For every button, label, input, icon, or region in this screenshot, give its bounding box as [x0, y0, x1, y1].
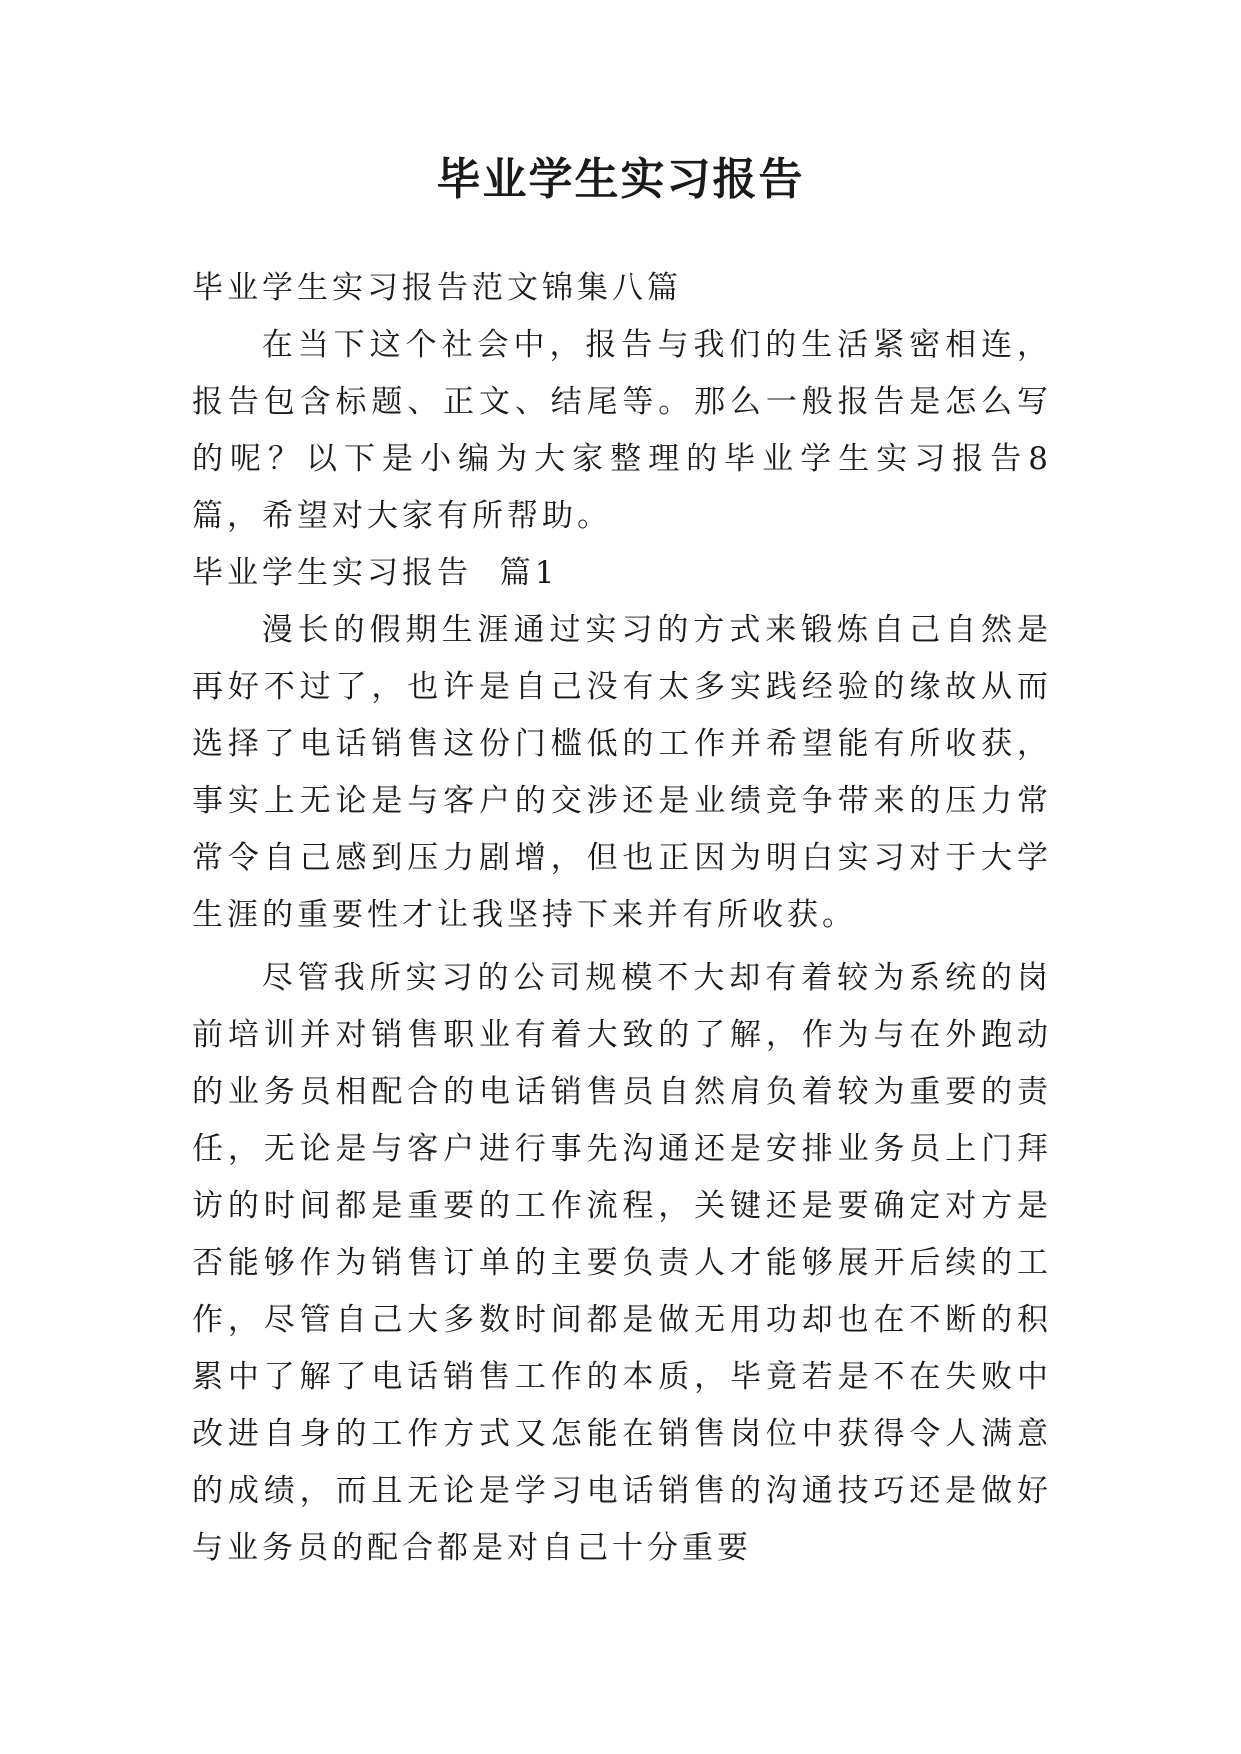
body-paragraph: 尽管我所实习的公司规模不大却有着较为系统的岗前培训并对销售职业有着大致的了解，作为与在外跑动的业务员相配合的电话销售员自然肩负着较为重要的责任，无论是与客户进行事先沟通还是安排业务员上门拜访的时间都是重要的工作流程，关键还是要确定对方是否能够作为销售订单的主要负责人才能够展开后续的工作，尽管自己大多数时间都是做无用功却也在不断的积累中了解了电话销售工作的本质，毕竟若是不在失败中改进自身的工作方式又怎能在销售岗位中获得令人满意的成绩，而且无论是学习电话销售的沟通技巧还是做好与业务员的配合都是对自己十分重要	[192, 960, 1052, 1566]
intro-paragraph: 在当下这个社会中，报告与我们的生活紧密相连，报告包含标题、正文、结尾等。那么一般报告是怎么写的呢？以下是小编为大家整理的毕业学生实习报告8篇，希望对大家有所帮助。	[192, 327, 1052, 534]
document-title: 毕业学生实习报告	[436, 154, 805, 205]
body-paragraph: 漫长的假期生涯通过实习的方式来锻炼自己自然是再好不过了，也许是自己没有太多实践经验的缘故从而选择了电话销售这份门槛低的工作并希望能有所收获，事实上无论是与客户的交涉还是业绩竞争带来的压力常常令自己感到压力剧增，但也正因为明白实习对于大学生涯的重要性才让我坚持下来并有所收获。	[192, 612, 1052, 933]
section-heading: 毕业学生实习报告 篇1	[192, 555, 559, 591]
document-subtitle: 毕业学生实习报告范文锦集八篇	[192, 270, 682, 306]
document-body	[192, 260, 1052, 1577]
